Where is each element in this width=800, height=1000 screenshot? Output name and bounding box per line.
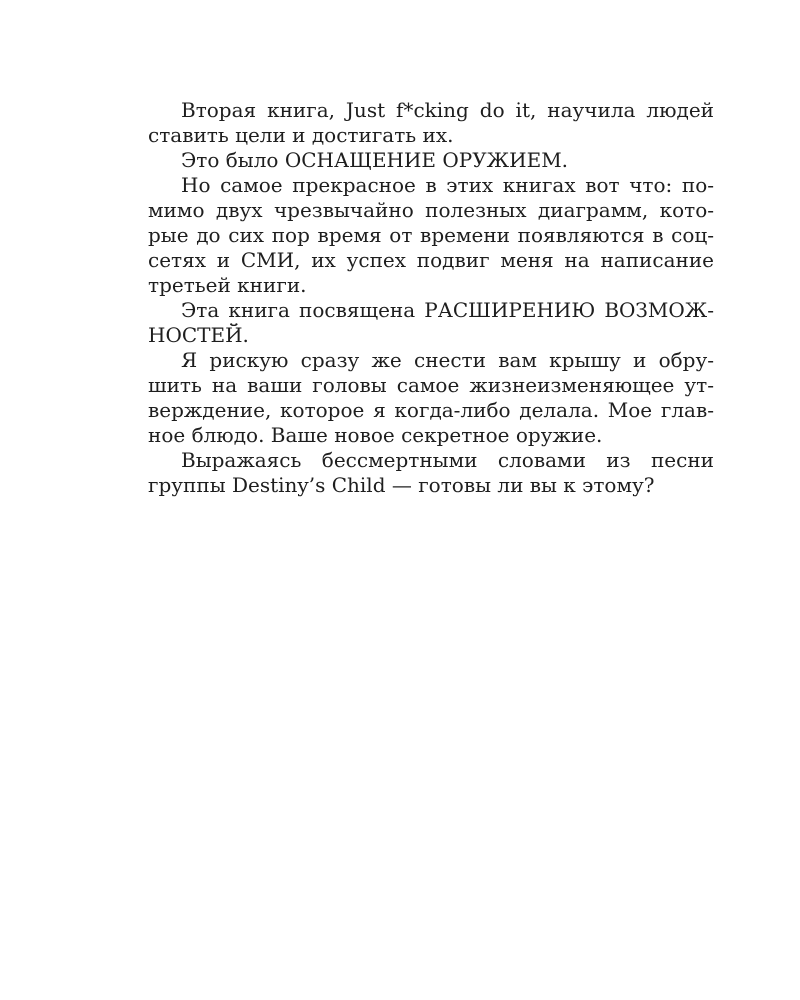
text-line: Я рискую сразу же снести вам крышу и обру- <box>181 348 714 372</box>
text-line: рые до сих пор время от времени появляются в соц- <box>148 223 714 247</box>
text-line: Вторая книга, Just f*cking do it, научила людей <box>181 98 714 122</box>
text-line: верждение, которое я когда-либо делала. Мое глав- <box>148 398 714 422</box>
text-line: ное блюдо. Ваше новое секретное оружие. <box>148 423 603 447</box>
text-line: ставить цели и достигать их. <box>148 123 454 147</box>
text-line: Это было ОСНАЩЕНИЕ ОРУЖИЕМ. <box>181 148 569 172</box>
text-line: Эта книга посвящена РАСШИРЕНИЮ ВОЗМОЖ- <box>181 298 714 322</box>
text-line: сетях и СМИ, их успех подвиг меня на написание <box>148 248 714 272</box>
text-line: шить на ваши головы самое жизнеизменяющее ут- <box>148 373 714 397</box>
text-line: мимо двух чрезвычайно полезных диаграмм, кото- <box>148 198 714 222</box>
text-line: НОСТЕЙ. <box>148 323 249 347</box>
text-line: группы Destiny’s Child — готовы ли вы к этому? <box>148 473 655 497</box>
text-line: Выражаясь бессмертными словами из песни <box>181 448 714 472</box>
text-line: Но самое прекрасное в этих книгах вот что: по- <box>181 173 714 197</box>
text-line: третьей книги. <box>148 273 307 297</box>
body-text <box>148 98 714 498</box>
